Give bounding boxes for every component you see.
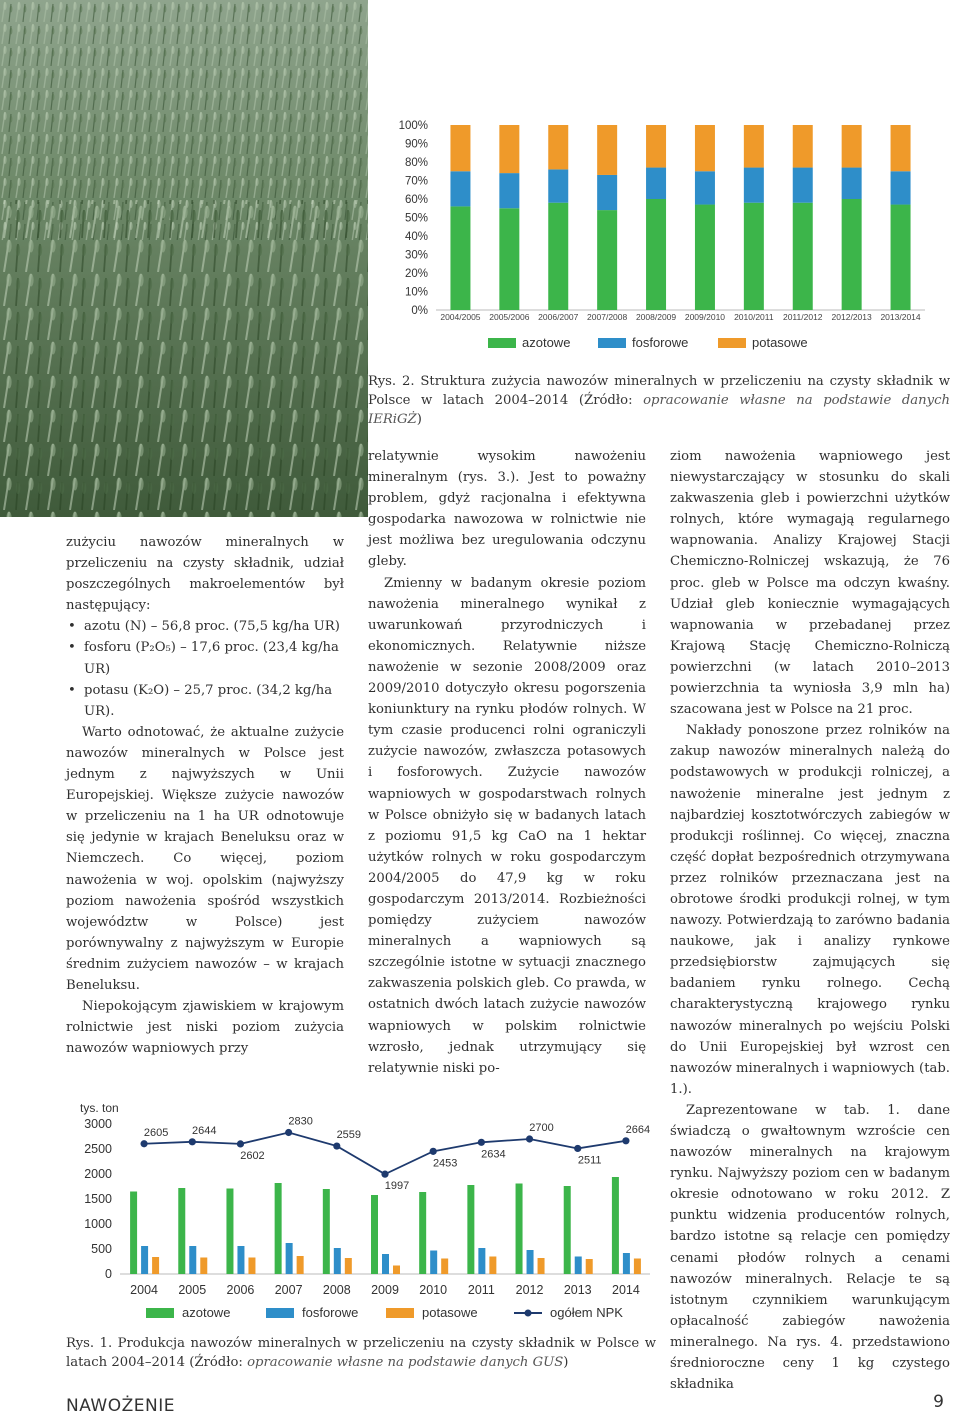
bar-azotowe <box>597 210 617 310</box>
y-tick-label: 70% <box>404 175 428 188</box>
bar-potasowe <box>248 1258 255 1275</box>
bar-potasowe <box>548 125 568 169</box>
figure-2-caption: Rys. 2. Struktura zużycia nawozów mineralnych w przeliczeniu na czysty składnik w Polsce w latach 2004–2014 (Źródło: opracowanie własne na podstawie danych IERiGŻ) <box>368 374 950 427</box>
npk-data-label: 2602 <box>240 1149 265 1162</box>
npk-data-label: 2605 <box>143 1126 169 1139</box>
y-tick-label: 80% <box>404 157 428 169</box>
npk-point <box>381 1171 388 1178</box>
x-tick-label: 2005/2006 <box>489 312 530 322</box>
y-tick-label: 100% <box>398 120 428 132</box>
bar-azotowe <box>646 199 666 310</box>
npk-data-label: 2644 <box>192 1124 217 1137</box>
y-tick-label: 500 <box>91 1242 112 1256</box>
bar-azotowe <box>419 1192 426 1274</box>
y-tick-label: 90% <box>404 138 428 151</box>
wheat-field-photo <box>0 0 368 517</box>
legend-label: azotowe <box>522 335 571 350</box>
bar-potasowe <box>842 125 862 168</box>
y-unit-label: tys. ton <box>80 1101 119 1115</box>
structure-chart <box>380 0 940 360</box>
bar-fosforowe <box>450 171 470 206</box>
bar-fosforowe <box>575 1257 582 1275</box>
bar-azotowe <box>891 205 911 310</box>
bar-fosforowe <box>793 168 813 203</box>
x-tick-label: 2013/2014 <box>880 312 921 322</box>
bar-potasowe <box>441 1259 448 1275</box>
npk-point <box>333 1142 340 1149</box>
x-tick-label: 2009/2010 <box>684 312 726 322</box>
bar-azotowe <box>842 199 862 310</box>
x-tick-label: 2006 <box>226 1283 255 1297</box>
col3-paragraph-2: Nakłady ponoszone przez rolników na zakup nawozów mineralnych należą do podstawowych w produkcji rolniczej, a nawożenie mineralne jest jednym z najbardziej kosztotwórczych zabiegów w produkcji roślinnej. Co więcej, znaczna część dopłat bezpośrednich otrzymywana przez rolników przeznaczana jest na obrotowe środki produkcji rolnej, w tym nawozy. Potwierdzają to zarówno badania naukowe, jak i analizy rynkowe przedsiębiorstw zajmujących się badaniem rynku rolnego. Cechą charakterystyczną krajowego rynku nawozów mineralnych po wejściu Polski do Unii Europejskiej był wzrost cen nawozów mineralnych i wapniowych (tab. 1.). <box>670 723 950 1097</box>
bar-azotowe <box>323 1189 330 1274</box>
bar-azotowe <box>744 203 764 310</box>
bar-potasowe <box>200 1258 207 1275</box>
npk-data-label: 2700 <box>529 1122 554 1134</box>
legend-swatch <box>386 1308 414 1318</box>
bar-potasowe <box>646 125 666 168</box>
bar-azotowe <box>499 208 519 310</box>
bar-potasowe <box>597 125 617 175</box>
legend-label: fosforowe <box>302 1305 359 1320</box>
y-tick-label: 2000 <box>84 1167 112 1181</box>
y-tick-label: 1500 <box>84 1192 112 1206</box>
bar-fosforowe <box>430 1251 437 1275</box>
y-tick-label: 30% <box>404 249 428 262</box>
page-number: 9 <box>933 1392 944 1412</box>
npk-data-label: 2453 <box>432 1157 458 1170</box>
col3-paragraph-1: ziom nawożenia wapniowego jest niewystarczający w stosunku do skali zakwaszenia gleb i powierzchni użytków rolnych, które wymagają regularnego wapnowania. Analizy Krajowej Stacji Chemiczno-Rolniczej wskazują, że 76 proc. gleb w Polsce ma odczyn kwaśny. Udział gleb koniecznie wymagających wapnowania w przebadanej przez Krajową Stację Chemiczno-Rolniczą powierzchni (w latach 2010–2013 powierzchnia ta wyniosła 3,9 mln ha) szacowana jest w Polsce na 21 proc. <box>670 449 950 718</box>
npk-point <box>237 1140 244 1147</box>
npk-point <box>189 1138 196 1145</box>
legend-swatch <box>718 338 746 348</box>
col1-paragraph-2: Warto odnotować, że aktualne zużycie nawozów mineralnych w Polsce jest jednym z najwyższych w Unii Europejskiej. Większe zużycie nawozów w przeliczeniu na 1 ha UR odnotowuje się jedynie w krajach Beneluksu oraz w Niemczech. Co więcej, poziom nawożenia w woj. opolskim (najwyższy poziom nawożenia spośród wszystkich województw w Polsce) jest porównywalny z najwyższym w Europie średnim zużyciem nawozów – w krajach Beneluksu. <box>66 724 344 993</box>
y-tick-label: 0 <box>105 1267 112 1281</box>
y-tick-label: 0% <box>411 305 428 317</box>
y-tick-label: 1000 <box>84 1217 112 1231</box>
x-tick-label: 2009 <box>371 1283 399 1297</box>
npk-data-label: 2634 <box>481 1148 506 1161</box>
x-tick-label: 2005 <box>178 1283 207 1297</box>
bar-fosforowe <box>646 168 666 199</box>
legend-label: azotowe <box>182 1305 231 1320</box>
bar-potasowe <box>450 125 470 171</box>
bar-fosforowe <box>527 1250 534 1274</box>
bar-fosforowe <box>237 1246 244 1274</box>
bar-fosforowe <box>548 169 568 202</box>
y-tick-label: 3000 <box>84 1117 112 1131</box>
y-tick-label: 60% <box>404 194 428 206</box>
x-tick-label: 2013 <box>563 1283 592 1297</box>
y-tick-label: 10% <box>404 286 428 299</box>
npk-line <box>144 1133 626 1175</box>
x-tick-label: 2010 <box>419 1283 448 1297</box>
bar-potasowe <box>489 1257 496 1275</box>
y-tick-label: 40% <box>404 231 428 243</box>
bar-potasowe <box>744 125 764 168</box>
x-tick-label: 2012 <box>515 1283 544 1297</box>
npk-point <box>622 1137 629 1144</box>
bar-fosforowe <box>478 1248 485 1274</box>
npk-point <box>430 1148 437 1155</box>
npk-data-label: 1997 <box>384 1180 410 1193</box>
bar-fosforowe <box>499 173 519 208</box>
npk-point <box>285 1129 292 1136</box>
x-tick-label: 2014 <box>612 1283 640 1297</box>
section-label: NAWOŻENIE <box>66 1396 175 1416</box>
legend-label: ogółem NPK <box>550 1305 623 1320</box>
bar-potasowe <box>152 1257 159 1274</box>
npk-point <box>140 1140 147 1147</box>
legend-swatch <box>598 338 626 348</box>
list-item: • fosforu (P₂O₅) – 17,6 proc. (23,4 kg/ha UR) <box>66 637 344 679</box>
x-tick-label: 2008 <box>322 1283 351 1297</box>
col1-paragraph-1: zużyciu nawozów mineralnych w przeliczeniu na czysty składnik, udział poszczególnych makroelementów był następujący: <box>66 535 344 614</box>
x-tick-label: 2011/2012 <box>782 312 823 322</box>
bar-fosforowe <box>141 1246 148 1274</box>
bar-potasowe <box>586 1259 593 1274</box>
bar-potasowe <box>499 125 519 173</box>
bar-azotowe <box>178 1188 185 1274</box>
bar-azotowe <box>450 206 470 310</box>
npk-point <box>574 1145 581 1152</box>
bar-azotowe <box>548 203 568 310</box>
nutrient-list <box>66 616 344 721</box>
legend-swatch <box>146 1308 174 1318</box>
bar-potasowe <box>695 125 715 171</box>
column-1 <box>66 532 344 1059</box>
bar-potasowe <box>891 125 911 171</box>
bar-azotowe <box>467 1185 474 1274</box>
list-item: • potasu (K₂O) – 25,7 proc. (34,2 kg/ha UR). <box>66 680 344 722</box>
x-tick-label: 2010/2011 <box>734 312 774 322</box>
x-tick-label: 2007/2008 <box>587 312 628 322</box>
list-item: • azotu (N) – 56,8 proc. (75,5 kg/ha UR) <box>66 616 344 637</box>
col2-paragraph-1: relatywnie wysokim nawożeniu mineralnym (rys. 3.). Jest to poważny problem, gdyż racjonalna i efektywna gospodarka nawozowa w rolnictwie nie jest możliwa bez uregulowania odczynu gleby. <box>368 449 646 570</box>
bar-azotowe <box>695 205 715 310</box>
bar-azotowe <box>612 1177 619 1274</box>
bar-potasowe <box>538 1258 545 1274</box>
legend-swatch <box>266 1308 294 1318</box>
legend-line-marker <box>525 1310 532 1317</box>
bar-azotowe <box>275 1183 282 1274</box>
bar-azotowe <box>516 1184 523 1275</box>
npk-data-label: 2830 <box>288 1115 313 1128</box>
production-chart <box>60 1098 660 1330</box>
bar-potasowe <box>393 1266 400 1275</box>
bar-potasowe <box>634 1259 641 1275</box>
x-tick-label: 2004 <box>130 1283 158 1297</box>
y-tick-label: 20% <box>404 268 428 280</box>
col3-paragraph-3: Zaprezentowane w tab. 1. dane świadczą o gwałtownym wzroście cen nawozów mineralnych na krajowym rynku. Najwyższy poziom cen w badanym okresie odnotowano w roku 2012. Z punktu widzenia producentów rolnych, bardzo istotne są relacje cen pomiędzy cenami płodów rolnych a cenami nawozów mineralnych. Relacje te są istotnym czynnikiem warunkującym opłacalność zabiegów nawożenia mineralnego. Na rys. 4. przedstawiono średnioroczne ceny 1 kg czystego składnika <box>670 1102 950 1393</box>
npk-data-label: 2559 <box>336 1129 362 1142</box>
legend-label: potasowe <box>752 335 808 350</box>
column-3 <box>670 446 950 1395</box>
y-tick-label: 2500 <box>84 1142 112 1156</box>
x-tick-label: 2008/2009 <box>635 312 677 322</box>
x-tick-label: 2011 <box>467 1283 495 1297</box>
npk-data-label: 2664 <box>625 1123 651 1136</box>
x-tick-label: 2006/2007 <box>538 312 579 322</box>
npk-point <box>478 1139 485 1146</box>
bar-potasowe <box>793 125 813 168</box>
npk-data-label: 2511 <box>577 1154 602 1167</box>
legend-label: fosforowe <box>632 335 689 350</box>
bar-fosforowe <box>623 1253 630 1274</box>
col1-paragraph-3: Niepokojącym zjawiskiem w krajowym rolnictwie jest niski poziom zużycia nawozów wapniowych przy <box>66 999 344 1057</box>
legend-label: potasowe <box>422 1305 478 1320</box>
bar-fosforowe <box>334 1248 341 1274</box>
col2-paragraph-2: Zmienny w badanym okresie poziom nawożenia mineralnego wynikał z uwarunkowań przyrodniczych i ekonomicznych. Relatywnie niższe nawożenie w sezonie 2008/2009 oraz 2009/2010 dotyczyło okresu pogorszenia koniunktury na rynku płodów rolnych. W tym czasie producenci rolni ograniczyli zużycie nawozów, zwłaszcza potasowych i fosforowych. Zużycie nawozów wapniowych w gospodarstwach rolnych w Polsce obniżyło się w badanych latach z poziomu 91,5 kg CaO na 1 hektar użytków rolnych w roku gospodarczym 2004/2005 do 47,9 kg w roku gospodarczym 2013/2014. Rozbieżności pomiędzy zużyciem nawozów mineralnych a wapniowych są szczególnie istotne w sytuacji znacznego zakwaszenia polskich gleb. Co prawda, w ostatnich dwóch latach zużycie nawozów wapniowych w polskim rolnictwie wzrosło, jednak utrzymujący się relatywnie niski po- <box>368 575 646 1076</box>
bar-fosforowe <box>695 171 715 204</box>
bar-azotowe <box>371 1195 378 1274</box>
bar-azotowe <box>793 203 813 310</box>
legend-swatch <box>488 338 516 348</box>
bar-potasowe <box>297 1256 304 1274</box>
column-2 <box>368 446 646 1079</box>
bar-fosforowe <box>286 1243 293 1274</box>
figure-1-caption: Rys. 1. Produkcja nawozów mineralnych w przeliczeniu na czysty składnik w Polsce w latach 2004–2014 (Źródło: opracowanie własne na podstawie danych GUS) <box>66 1336 656 1370</box>
bar-azotowe <box>564 1186 571 1274</box>
bar-azotowe <box>130 1192 137 1275</box>
x-tick-label: 2012/2013 <box>831 312 872 322</box>
bar-potasowe <box>345 1258 352 1274</box>
bar-fosforowe <box>382 1254 389 1274</box>
bar-azotowe <box>226 1189 233 1275</box>
bar-fosforowe <box>842 168 862 199</box>
bar-fosforowe <box>597 175 617 210</box>
wheat-photo-image <box>0 0 368 517</box>
bar-fosforowe <box>891 171 911 204</box>
y-tick-label: 50% <box>404 212 428 225</box>
x-tick-label: 2007 <box>274 1283 303 1297</box>
npk-point <box>526 1135 533 1142</box>
x-tick-label: 2004/2005 <box>440 312 481 322</box>
bar-fosforowe <box>189 1246 196 1274</box>
bar-fosforowe <box>744 168 764 203</box>
